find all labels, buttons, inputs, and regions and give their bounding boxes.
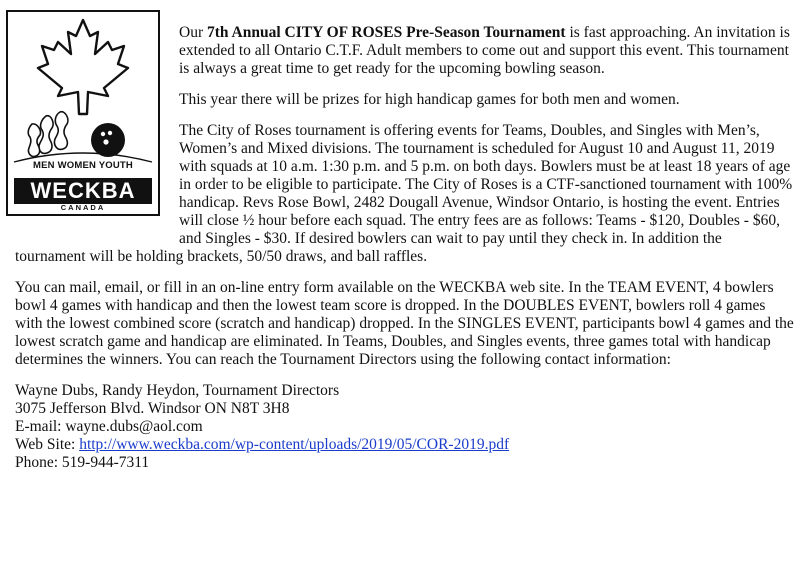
- entry-paragraph: You can mail, email, or fill in an on-line entry form available on the WECKBA web site. In the TEAM EVENT, 4 bowlers bowl 4 games with handicap and then the lowest team score is dropped. In the DOUBLES EVENT, bowlers roll 4 games with the lowest combined score (scratch and handicap) dropped. In the SINGLES EVENT, participants bowl 4 games and the lowest scratch game and handicap are eliminated. In Teams, Doubles, and Singles events, three games total with handicap determines the winners. You can reach the Tournament Directors using the following contact information:: [15, 279, 794, 368]
- contact-website: [15, 436, 795, 454]
- logo-brand: WECKBA: [30, 178, 136, 203]
- website-label: Web Site:: [15, 436, 80, 453]
- logo-country: CANADA: [60, 203, 106, 212]
- contact-address: 3075 Jefferson Blvd. Windsor ON N8T 3H8: [15, 400, 290, 417]
- events-paragraph: The City of Roses tournament is offering events for Teams, Doubles, and Singles with Men’s, Women’s and Mixed divisions. The tournament is scheduled for August 10 and August 11, 2019 with squads at 10 a.m. 1:30 p.m. and 5 p.m. on both days. Bowlers must be at least 18 years of age in order to be eligible to participate. The City of Roses is a CTF-sanctioned tournament with 100% handicap. Revs Rose Bowl, 2482 Dougall Avenue, Windsor Ontario, is hosting the event. Entries will close ½ hour before each squad. The entry fees are as follows: Teams - $120, Doubles - $60, and Singles - $30. If desired bowlers can wait to pay until they check in. In addition the tournament will be holding brackets, 50/50 draws, and ball raffles.: [15, 122, 793, 265]
- intro-lead: Our: [179, 24, 207, 41]
- logo-tagline: MEN WOMEN YOUTH: [33, 160, 133, 171]
- prizes-paragraph: This year there will be prizes for high handicap games for both men and women.: [179, 91, 680, 108]
- contact-phone: Phone: 519-944-7311: [15, 454, 150, 471]
- website-link[interactable]: http://www.weckba.com/wp-content/uploads/2019/05/COR-2019.pdf: [79, 436, 510, 453]
- intro-rest: is fast approaching. An invitation is extended to all Ontario C.T.F. Adult members to come out and support this event. This tournament is always a great time to get ready for the upcoming bowling season.: [179, 24, 790, 77]
- tournament-name: 7th Annual CITY OF ROSES Pre-Season Tournament: [206, 24, 566, 41]
- contact-names: Wayne Dubs, Randy Heydon, Tournament Directors: [15, 382, 340, 399]
- article-body: [15, 24, 795, 472]
- contact-email: E-mail: wayne.dubs@aol.com: [15, 418, 203, 435]
